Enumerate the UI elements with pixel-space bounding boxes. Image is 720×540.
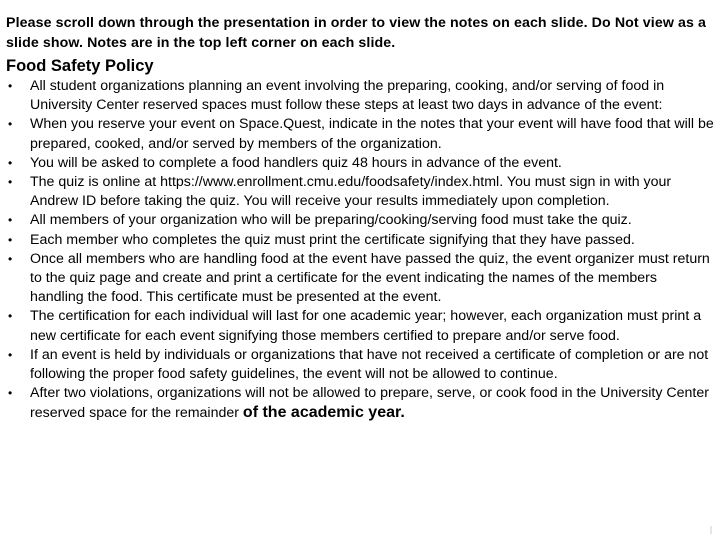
bullet-icon: •	[8, 155, 13, 170]
slide-corner-mark	[710, 526, 712, 534]
list-item	[8, 154, 714, 173]
bullet-icon: •	[8, 232, 13, 247]
bullet-text: Once all members who are handling food at the event have passed the quiz, the event organizer must return to the quiz page and create and print a certificate for the event indicating the names of the members handling the food. This certificate must be presented at the event.	[30, 250, 710, 306]
intro-notice: Please scroll down through the presentation in order to view the notes on each slide. Do Not view as a slide show. Notes are in the top left corner on each slide.	[6, 15, 707, 51]
policy-list	[8, 77, 714, 424]
bullet-text: You will be asked to complete a food handlers quiz 48 hours in advance of the event.	[30, 154, 562, 171]
list-item	[8, 77, 714, 115]
bullet-text: When you reserve your event on Space.Quest, indicate in the notes that your event will have food that will be prepared, cooked, and/or served by members of the organization.	[30, 116, 714, 152]
list-item	[8, 384, 714, 423]
list-item	[8, 211, 714, 230]
list-item	[8, 115, 714, 153]
bullet-icon: •	[8, 213, 13, 228]
page-title: Food Safety Policy	[6, 57, 154, 75]
bullet-icon: •	[8, 309, 13, 324]
bullet-text: All student organizations planning an event involving the preparing, cooking, and/or serving of food in University Center reserved spaces must follow these steps at least two days in advance of the event:	[30, 78, 665, 114]
list-item	[8, 307, 714, 345]
bullet-icon: •	[8, 175, 13, 190]
bullet-text: The quiz is online at https://www.enrollment.cmu.edu/foodsafety/index.html. You must sign in with your Andrew ID before taking the quiz. You will receive your results immediately upon completion.	[30, 174, 672, 210]
list-item	[8, 250, 714, 308]
list-item	[8, 173, 714, 211]
list-item	[8, 346, 714, 384]
bullet-text: After two violations, organizations will not be allowed to prepare, serve, or cook food in the University Center reserved space for the remainder	[30, 385, 709, 422]
bullet-icon: •	[8, 251, 13, 266]
bullet-text: All members of your organization who will be preparing/cooking/serving food must take the quiz.	[30, 212, 632, 229]
bullet-icon: •	[8, 347, 13, 362]
bullet-icon: •	[8, 117, 13, 132]
list-item	[8, 231, 714, 250]
bullet-icon: •	[8, 79, 13, 93]
bullet-text: The certification for each individual will last for one academic year; however, each organization must print a new certificate for each event signifying those members certified to prepare and/or serve food.	[30, 308, 702, 344]
bullet-text: If an event is held by individuals or organizations that have not received a certificate of completion or are not following the proper food safety guidelines, the event will not be allowed to continue.	[30, 346, 709, 383]
bullet-text: Each member who completes the quiz must print the certificate signifying that they have passed.	[30, 231, 635, 248]
bullet-text-emphasis: of the academic year.	[242, 404, 405, 422]
bullet-icon: •	[8, 386, 13, 401]
